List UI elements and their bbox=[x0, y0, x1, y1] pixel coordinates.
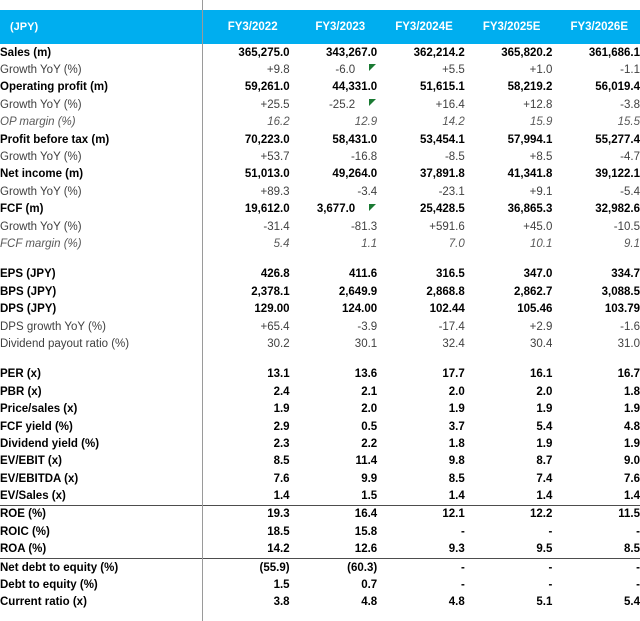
table-head bbox=[0, 0, 640, 44]
data-cell: -3.9 bbox=[357, 320, 378, 333]
data-cell: 4.8 bbox=[361, 596, 378, 609]
data-cell: 55,277.4 bbox=[595, 133, 640, 146]
revision-flag-icon bbox=[369, 204, 376, 211]
data-cell: 1.9 bbox=[624, 437, 640, 450]
data-cell: 9.8 bbox=[448, 455, 465, 468]
data-cell: -31.4 bbox=[263, 220, 290, 233]
row-label: DPS (JPY) bbox=[0, 303, 57, 316]
row-label: Sales (m) bbox=[0, 46, 52, 59]
spacer-cell bbox=[552, 353, 640, 366]
data-cell: 32,982.6 bbox=[595, 203, 640, 216]
data-cell: - bbox=[636, 561, 640, 574]
data-cell: - bbox=[636, 525, 640, 538]
spacer-cell bbox=[377, 253, 465, 266]
data-cell: 1.9 bbox=[448, 403, 465, 416]
data-cell: -3.8 bbox=[620, 98, 640, 111]
table-row bbox=[0, 114, 640, 131]
data-cell: +89.3 bbox=[260, 185, 290, 198]
data-cell: 1.4 bbox=[202, 487, 290, 505]
data-cell: 30.2 bbox=[267, 337, 290, 350]
data-cell: 365,275.0 bbox=[238, 46, 290, 59]
row-label: Growth YoY (%) bbox=[0, 98, 82, 111]
data-cell: 1.9 bbox=[273, 403, 290, 416]
data-cell: 1.4 bbox=[377, 487, 465, 505]
data-cell: -25.2 bbox=[290, 96, 378, 113]
revision-flag-icon bbox=[369, 99, 376, 106]
data-cell: -8.5 bbox=[444, 151, 465, 164]
data-cell: 103.79 bbox=[604, 303, 640, 316]
data-cell: +45.0 bbox=[523, 220, 553, 233]
data-cell: 3.7 bbox=[448, 420, 465, 433]
data-cell: 8.7 bbox=[536, 455, 553, 468]
data-cell: 53,454.1 bbox=[420, 133, 465, 146]
data-cell: 12.1 bbox=[442, 508, 465, 521]
data-cell: +16.4 bbox=[435, 98, 465, 111]
table-row bbox=[0, 61, 640, 78]
data-cell: 37,891.8 bbox=[420, 168, 465, 181]
data-cell: 2.3 bbox=[273, 437, 290, 450]
data-cell: 5.4 bbox=[624, 596, 640, 609]
row-label bbox=[0, 353, 202, 366]
data-cell: 12.9 bbox=[354, 116, 378, 129]
spacer-cell bbox=[552, 0, 640, 10]
row-label: FCF margin (%) bbox=[0, 237, 82, 250]
table-row bbox=[0, 335, 640, 352]
data-cell: 14.2 bbox=[202, 541, 290, 559]
table-row bbox=[0, 523, 640, 540]
data-cell: 1.5 bbox=[273, 579, 290, 592]
data-cell: 2,378.1 bbox=[251, 285, 290, 298]
data-cell: 49,264.0 bbox=[332, 168, 378, 181]
data-cell: - bbox=[548, 579, 553, 592]
table-row bbox=[0, 594, 640, 611]
spacer-cell bbox=[552, 253, 640, 266]
data-cell: 1.4 bbox=[465, 487, 553, 505]
data-cell: 365,820.2 bbox=[501, 46, 553, 59]
data-cell: 51,013.0 bbox=[244, 168, 290, 181]
table-row bbox=[0, 166, 640, 183]
data-cell: 44,331.0 bbox=[332, 81, 378, 94]
row-label: FCF yield (%) bbox=[0, 420, 73, 433]
table-row bbox=[0, 300, 640, 317]
data-cell: - bbox=[636, 579, 640, 592]
data-cell: 15.8 bbox=[354, 525, 378, 538]
table-row bbox=[0, 470, 640, 487]
data-cell: +25.5 bbox=[260, 98, 290, 111]
data-cell: 1.9 bbox=[624, 403, 640, 416]
data-cell: 2.2 bbox=[361, 437, 378, 450]
data-cell: 1.1 bbox=[361, 237, 378, 250]
data-cell: 343,267.0 bbox=[326, 46, 378, 59]
table-row bbox=[0, 235, 640, 252]
table-row bbox=[0, 183, 640, 200]
row-label: Dividend yield (%) bbox=[0, 437, 100, 450]
data-cell: 0.7 bbox=[361, 579, 378, 592]
data-cell: 2.0 bbox=[361, 403, 378, 416]
spacer-row bbox=[0, 253, 640, 266]
data-cell: 9.9 bbox=[361, 472, 378, 485]
data-cell: 51,615.1 bbox=[420, 81, 465, 94]
data-cell: 411.6 bbox=[349, 268, 378, 281]
row-label: Net income (m) bbox=[0, 168, 84, 181]
data-cell: 41,341.8 bbox=[507, 168, 553, 181]
data-cell: 11.5 bbox=[618, 508, 640, 521]
data-cell: +12.8 bbox=[523, 98, 553, 111]
row-label: ROIC (%) bbox=[0, 525, 50, 538]
row-label: Growth YoY (%) bbox=[0, 151, 82, 164]
row-label: Profit before tax (m) bbox=[0, 133, 110, 146]
data-cell: 19,612.0 bbox=[244, 203, 290, 216]
data-cell: 7.4 bbox=[536, 472, 553, 485]
row-label: Dividend payout ratio (%) bbox=[0, 337, 130, 350]
row-label: BPS (JPY) bbox=[0, 285, 57, 298]
table-row bbox=[0, 266, 640, 283]
data-cell: 7.0 bbox=[448, 237, 465, 250]
table-row bbox=[0, 505, 640, 523]
data-cell: 3,677.0 bbox=[290, 201, 378, 218]
data-cell: 16.4 bbox=[354, 508, 378, 521]
row-label: Net debt to equity (%) bbox=[0, 561, 119, 574]
data-cell: 4.8 bbox=[624, 420, 640, 433]
column-header-fy2024e: FY3/2024E bbox=[377, 10, 465, 44]
data-cell: 102.44 bbox=[429, 303, 465, 316]
row-label: OP margin (%) bbox=[0, 116, 76, 129]
data-cell: -1.6 bbox=[620, 320, 640, 333]
row-label: Growth YoY (%) bbox=[0, 64, 82, 77]
column-header-fy2026e: FY3/2026E bbox=[552, 10, 640, 44]
table-row bbox=[0, 201, 640, 218]
data-cell: 59,261.0 bbox=[244, 81, 290, 94]
data-cell: 9.3 bbox=[377, 541, 465, 559]
row-label: ROA (%) bbox=[0, 541, 202, 559]
data-cell: 9.0 bbox=[624, 455, 640, 468]
data-cell: 13.6 bbox=[354, 368, 378, 381]
data-cell: -16.8 bbox=[350, 151, 378, 164]
data-cell: 1.9 bbox=[536, 403, 553, 416]
data-cell: 4.8 bbox=[448, 596, 465, 609]
data-cell: -10.5 bbox=[613, 220, 640, 233]
spacer-cell bbox=[202, 353, 290, 366]
data-cell: 3.8 bbox=[273, 596, 290, 609]
data-cell: 39,122.1 bbox=[595, 168, 640, 181]
data-cell: 8.5 bbox=[273, 455, 290, 468]
data-cell: -4.7 bbox=[620, 151, 640, 164]
data-cell: +5.5 bbox=[442, 64, 465, 77]
spacer-cell bbox=[202, 253, 290, 266]
data-cell: 5.1 bbox=[536, 596, 553, 609]
data-cell: 10.1 bbox=[529, 237, 553, 250]
data-cell: - bbox=[548, 561, 553, 574]
row-label: Debt to equity (%) bbox=[0, 579, 98, 592]
spacer-cell bbox=[465, 253, 553, 266]
spacer-cell bbox=[465, 353, 553, 366]
table-row bbox=[0, 148, 640, 165]
row-label: PER (x) bbox=[0, 368, 41, 381]
data-cell: 361,686.1 bbox=[588, 46, 640, 59]
data-cell: 2.9 bbox=[273, 420, 290, 433]
row-label: FCF (m) bbox=[0, 203, 44, 216]
data-cell: 8.5 bbox=[448, 472, 465, 485]
table-row bbox=[0, 435, 640, 452]
data-cell: 9.5 bbox=[465, 541, 553, 559]
table-row bbox=[0, 283, 640, 300]
data-cell: +9.8 bbox=[266, 64, 290, 77]
data-cell: 1.4 bbox=[552, 487, 640, 505]
data-cell: 2.4 bbox=[273, 385, 290, 398]
row-label: DPS growth YoY (%) bbox=[0, 320, 106, 333]
data-cell: +2.9 bbox=[529, 320, 553, 333]
row-label: ROE (%) bbox=[0, 508, 46, 521]
data-cell: - bbox=[460, 525, 465, 538]
data-cell: +591.6 bbox=[429, 220, 465, 233]
data-cell: 3,088.5 bbox=[601, 285, 640, 298]
data-cell: 1.5 bbox=[290, 487, 378, 505]
data-cell: 30.1 bbox=[354, 337, 378, 350]
row-label: Operating profit (m) bbox=[0, 81, 108, 94]
data-cell: +9.1 bbox=[529, 185, 553, 198]
data-cell: 16.1 bbox=[529, 368, 553, 381]
table-row bbox=[0, 79, 640, 96]
data-cell: - bbox=[460, 579, 465, 592]
table-row bbox=[0, 453, 640, 470]
data-cell: 16.2 bbox=[267, 116, 290, 129]
data-cell: 16.7 bbox=[617, 368, 640, 381]
data-cell: 70,223.0 bbox=[244, 133, 290, 146]
data-cell: +65.4 bbox=[260, 320, 290, 333]
row-label: Growth YoY (%) bbox=[0, 185, 82, 198]
column-header-fy2025e: FY3/2025E bbox=[465, 10, 553, 44]
data-cell: 32.4 bbox=[442, 337, 465, 350]
data-cell: 5.4 bbox=[536, 420, 553, 433]
data-cell: 14.2 bbox=[442, 116, 465, 129]
row-label: Growth YoY (%) bbox=[0, 220, 82, 233]
data-cell: - bbox=[548, 525, 553, 538]
data-cell: 36,865.3 bbox=[507, 203, 553, 216]
data-cell: 1.8 bbox=[624, 385, 640, 398]
row-label: Price/sales (x) bbox=[0, 403, 78, 416]
data-cell: 31.0 bbox=[617, 337, 640, 350]
data-cell: 426.8 bbox=[260, 268, 290, 281]
revision-flag-icon bbox=[369, 64, 376, 71]
data-cell: 2,649.9 bbox=[338, 285, 378, 298]
data-cell: (55.9) bbox=[259, 561, 290, 574]
data-cell: 8.5 bbox=[552, 541, 640, 559]
data-cell: -17.4 bbox=[438, 320, 465, 333]
data-cell: 25,428.5 bbox=[420, 203, 465, 216]
data-cell: 7.6 bbox=[273, 472, 290, 485]
row-label: EV/EBIT (x) bbox=[0, 455, 62, 468]
data-cell: 129.00 bbox=[254, 303, 290, 316]
data-cell: -3.4 bbox=[357, 185, 378, 198]
table-row bbox=[0, 487, 640, 505]
data-cell: 334.7 bbox=[611, 268, 640, 281]
data-cell: 9.1 bbox=[624, 237, 640, 250]
data-cell: 12.2 bbox=[529, 508, 553, 521]
column-header-fy2022: FY3/2022 bbox=[202, 10, 290, 44]
data-cell: - bbox=[460, 561, 465, 574]
data-cell: 56,019.4 bbox=[595, 81, 640, 94]
data-cell: 316.5 bbox=[436, 268, 465, 281]
data-cell: 17.7 bbox=[442, 368, 465, 381]
data-cell: 2,862.7 bbox=[514, 285, 553, 298]
data-cell: 7.6 bbox=[624, 472, 640, 485]
spacer-cell bbox=[465, 0, 553, 10]
data-cell: 347.0 bbox=[523, 268, 553, 281]
column-divider bbox=[202, 0, 203, 621]
data-cell: 0.5 bbox=[361, 420, 378, 433]
header-row bbox=[0, 10, 640, 44]
spacer-cell bbox=[290, 0, 378, 10]
table-row bbox=[0, 418, 640, 435]
data-cell: 105.46 bbox=[517, 303, 553, 316]
data-cell: 5.4 bbox=[273, 237, 290, 250]
data-cell: 58,219.2 bbox=[507, 81, 553, 94]
column-header-fy2023: FY3/2023 bbox=[290, 10, 378, 44]
data-cell: 2,868.8 bbox=[426, 285, 465, 298]
table-body bbox=[0, 44, 640, 611]
data-cell: 362,214.2 bbox=[413, 46, 465, 59]
data-cell: +53.7 bbox=[260, 151, 290, 164]
row-label: Current ratio (x) bbox=[0, 596, 87, 609]
data-cell: 57,994.1 bbox=[507, 133, 553, 146]
top-spacer-row bbox=[0, 0, 640, 10]
table-row bbox=[0, 576, 640, 593]
row-label: EV/Sales (x) bbox=[0, 487, 202, 505]
data-cell: 2.0 bbox=[536, 385, 553, 398]
data-cell: 124.00 bbox=[342, 303, 378, 316]
data-cell: 11.4 bbox=[355, 455, 378, 468]
data-cell: 1.9 bbox=[536, 437, 553, 450]
row-label: EPS (JPY) bbox=[0, 268, 56, 281]
spacer-cell bbox=[0, 0, 202, 10]
data-cell: +8.5 bbox=[529, 151, 553, 164]
table-row bbox=[0, 131, 640, 148]
data-cell: 2.1 bbox=[361, 385, 378, 398]
data-cell: 15.9 bbox=[529, 116, 553, 129]
table-row bbox=[0, 318, 640, 335]
data-cell: 58,431.0 bbox=[332, 133, 378, 146]
data-cell: +1.0 bbox=[529, 64, 553, 77]
table-row bbox=[0, 218, 640, 235]
table-row bbox=[0, 366, 640, 383]
row-label bbox=[0, 253, 202, 266]
table-row bbox=[0, 400, 640, 417]
data-cell: 30.4 bbox=[529, 337, 553, 350]
spacer-cell bbox=[377, 353, 465, 366]
data-cell: -1.1 bbox=[620, 64, 640, 77]
data-cell: 2.0 bbox=[448, 385, 465, 398]
table-row bbox=[0, 541, 640, 559]
table-row bbox=[0, 44, 640, 61]
data-cell: 13.1 bbox=[267, 368, 290, 381]
data-cell: 15.5 bbox=[617, 116, 640, 129]
unit-label: (JPY) bbox=[0, 10, 202, 44]
spacer-row bbox=[0, 353, 640, 366]
spacer-cell bbox=[202, 0, 290, 10]
data-cell: -6.0 bbox=[290, 61, 378, 78]
data-cell: -5.4 bbox=[620, 185, 640, 198]
table-row bbox=[0, 96, 640, 113]
data-cell: 18.5 bbox=[267, 525, 290, 538]
spacer-cell bbox=[290, 253, 378, 266]
data-cell: 19.3 bbox=[267, 508, 290, 521]
data-cell: 1.8 bbox=[448, 437, 465, 450]
spacer-cell bbox=[290, 353, 378, 366]
data-cell: -81.3 bbox=[350, 220, 378, 233]
table-row bbox=[0, 383, 640, 400]
data-cell: -23.1 bbox=[438, 185, 465, 198]
table-row bbox=[0, 558, 640, 576]
data-cell: (60.3) bbox=[347, 561, 378, 574]
spacer-cell bbox=[377, 0, 465, 10]
data-cell: 12.6 bbox=[290, 541, 378, 559]
row-label: PBR (x) bbox=[0, 385, 42, 398]
row-label: EV/EBITDA (x) bbox=[0, 472, 79, 485]
